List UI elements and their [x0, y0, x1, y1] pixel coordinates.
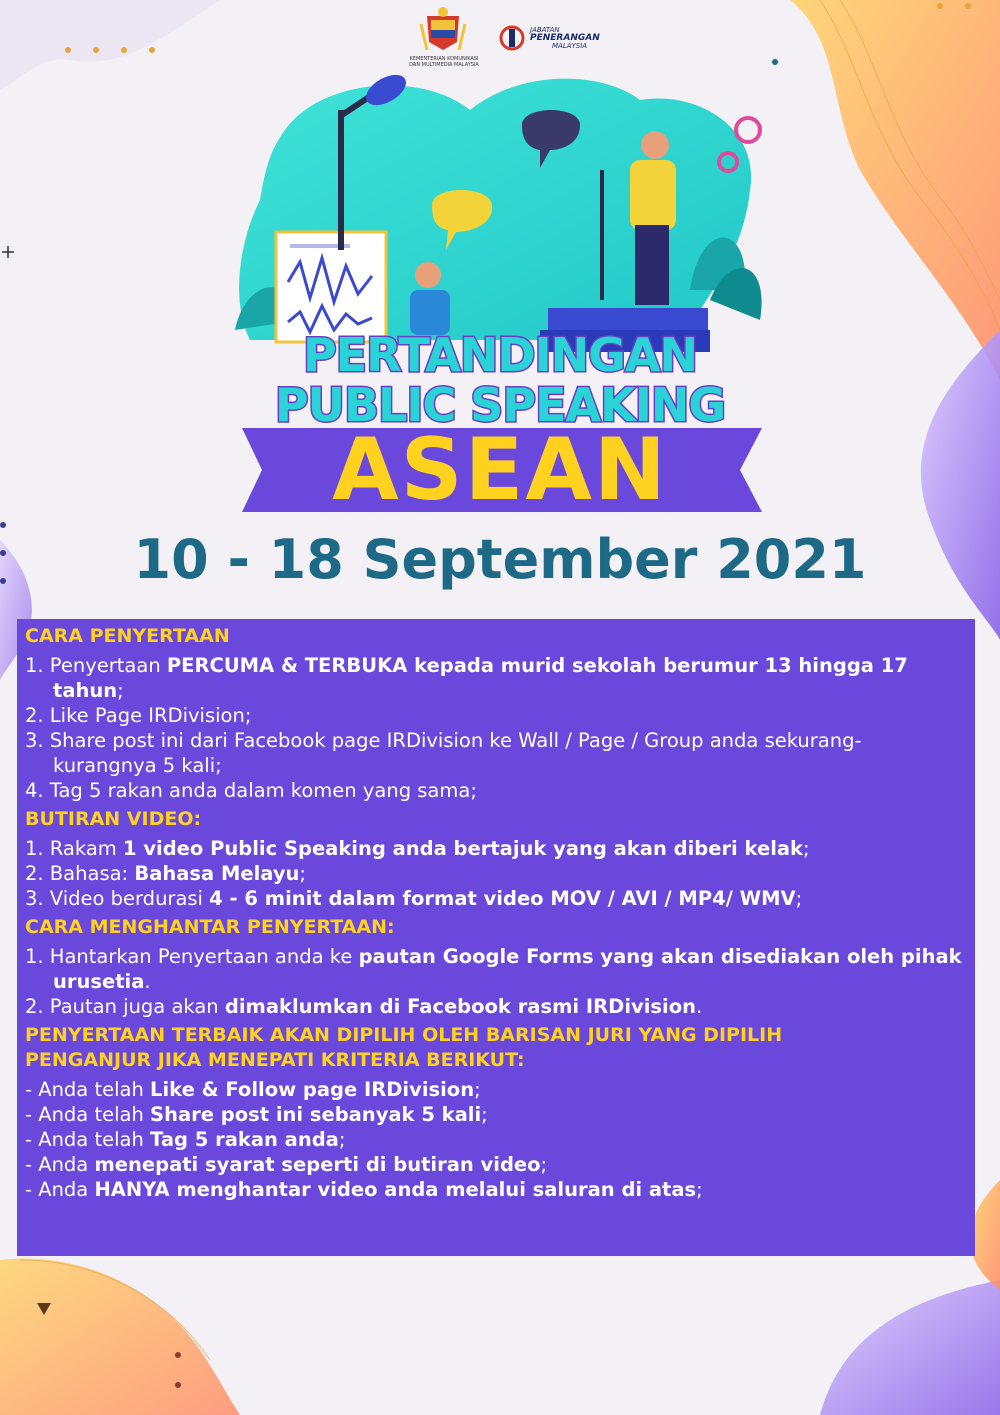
heading-cara-penyertaan: CARA PENYERTAAN — [25, 625, 230, 647]
ministry-caption — [398, 56, 490, 68]
jabatan-caption — [530, 26, 600, 50]
list-item: - Anda telah Like & Follow page IRDivision; — [25, 1078, 481, 1101]
list-item: - Anda HANYA menghantar video anda melalui saluran di atas; — [25, 1178, 703, 1201]
right-purple-wave — [921, 330, 1000, 640]
jabatan-line2: PENERANGAN — [530, 33, 600, 43]
ministry-coat-of-arms — [421, 7, 465, 50]
bottom-right-purple-wave — [820, 1280, 1000, 1415]
list-item: 1. Rakam 1 video Public Speaking anda bertajuk yang akan diberi kelak; — [25, 837, 810, 860]
jabatan-line3: MALAYSIA — [552, 42, 588, 50]
list-item: 1. Hantarkan Penyertaan anda ke pautan Google Forms yang akan disediakan oleh pihak urusetia. — [25, 945, 962, 993]
event-date: 10 - 18 September 2021 — [133, 528, 867, 591]
list-item: 4. Tag 5 rakan anda dalam komen yang sama; — [25, 779, 477, 802]
list-item: - Anda telah Tag 5 rakan anda; — [25, 1128, 346, 1151]
title-asean: ASEAN — [332, 420, 668, 520]
heading-kriteria-line1: PENYERTAAN TERBAIK AKAN DIPILIH OLEH BARISAN JURI YANG DIPILIH — [25, 1024, 783, 1046]
list-item: 3. Video berdurasi 4 - 6 minit dalam format video MOV / AVI / MP4/ WMV; — [25, 887, 803, 910]
ministry-caption-line2: DAN MULTIMEDIA MALAYSIA — [409, 62, 479, 68]
list-item: 2. Like Page IRDivision; — [25, 704, 252, 727]
title-line1: PERTANDINGAN — [302, 328, 698, 382]
info-panel — [17, 619, 975, 1256]
list-item: 1. Penyertaan PERCUMA & TERBUKA kepada murid sekolah berumur 13 hingga 17 tahun; — [25, 654, 908, 702]
heading-kriteria-line2: PENGANJUR JIKA MENEPATI KRITERIA BERIKUT: — [25, 1049, 525, 1071]
jabatan-penerangan-logo — [501, 27, 523, 49]
list-item: 2. Bahasa: Bahasa Melayu; — [25, 862, 306, 885]
top-left-wave — [0, 0, 220, 90]
heading-cara-menghantar: CARA MENGHANTAR PENYERTAAN: — [25, 916, 395, 938]
heading-butiran-video: BUTIRAN VIDEO: — [25, 808, 202, 830]
title-line2: PUBLIC SPEAKING — [274, 378, 726, 432]
ministry-caption-line1: KEMENTERIAN KOMUNIKASI — [409, 56, 479, 62]
top-right-orange-wave — [790, 0, 1000, 380]
jabatan-line1: JABATAN — [530, 26, 560, 34]
list-item: 2. Pautan juga akan dimaklumkan di Facebook rasmi IRDivision. — [25, 995, 703, 1018]
list-item: - Anda menepati syarat seperti di butiran video; — [25, 1153, 548, 1176]
list-item: 3. Share post ini dari Facebook page IRDivision ke Wall / Page / Group anda sekurang-kurangnya 5 kali; — [25, 729, 862, 777]
list-item: - Anda telah Share post ini sebanyak 5 kali; — [25, 1103, 488, 1126]
